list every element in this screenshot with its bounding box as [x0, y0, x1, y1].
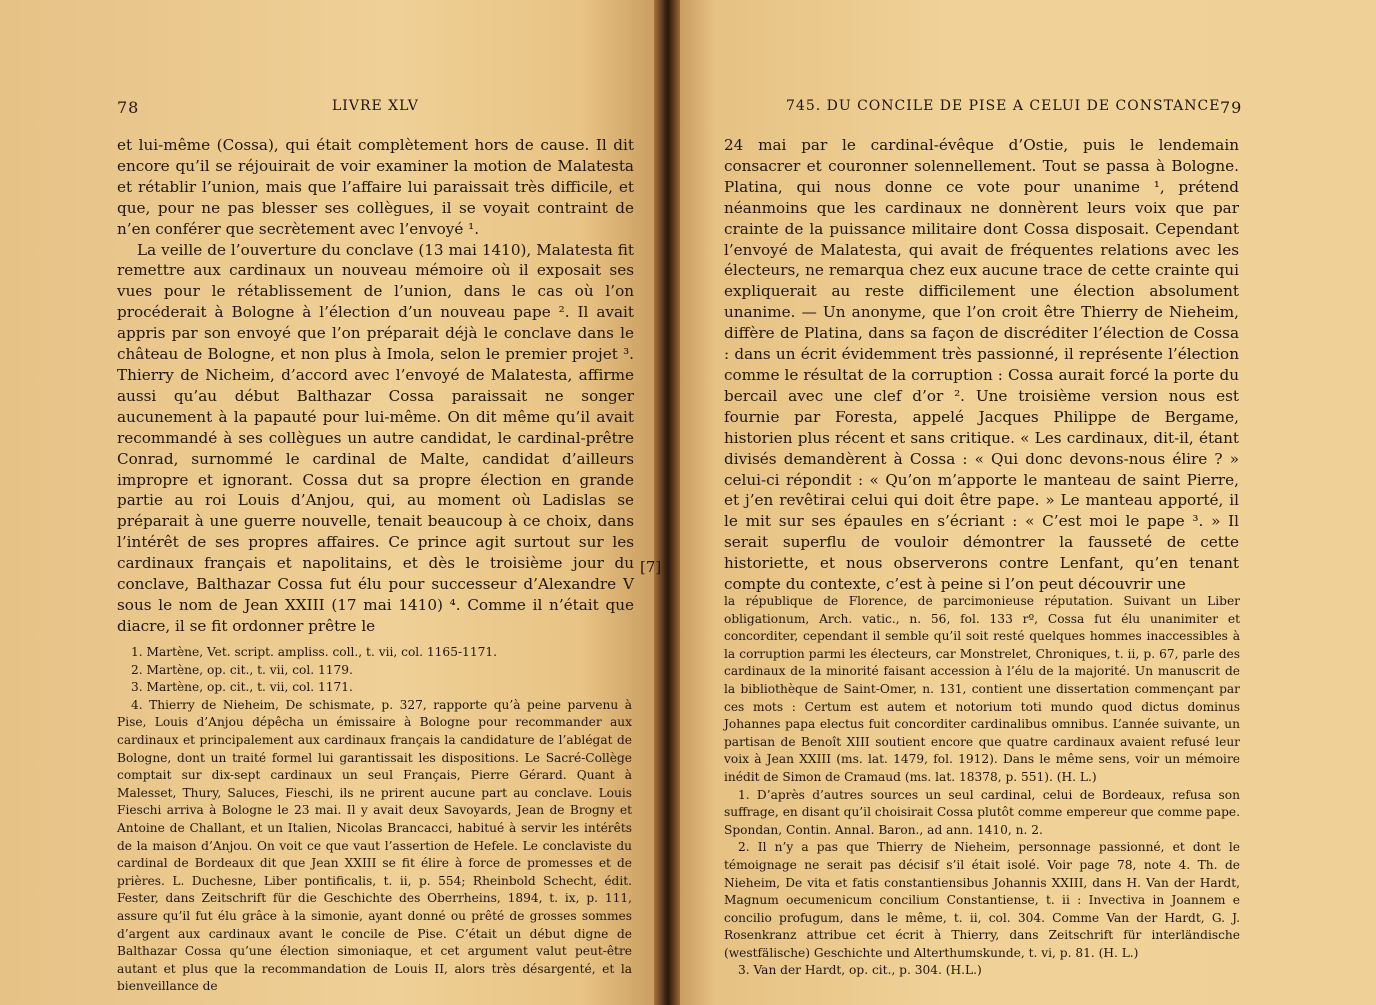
right-footnotes [724, 593, 1240, 980]
footnote: 1. D’après d’autres sources un seul cardinal, celui de Bordeaux, refusa son suffrage, en disant qu’il choisirait Cossa plutôt comme empereur que comme pape. Spondan, Contin. Annal. Baron., ad ann. 1410, n. 2. [724, 787, 1240, 837]
footnote: la république de Florence, de parcimonieuse réputation. Suivant un Liber obligationum, Arch. vatic., n. 56, fol. 133 rº, Cossa fut élu unanimiter et concorditer, cependant il semble qu’il soit resté quelques hommes inaccessibles à la corruption parmi les électeurs, car Monstrelet, Chroniques, t. ii, p. 67, parle des cardinaux de la minorité faisant accession à l’élu de la majorité. Un manuscrit de la bibliothèque de Saint-Omer, n. 131, contient une dissertation commençant par ces mots : Certum est autem et notorium toti mundo quod dictus dominus Johannes papa electus fuit concorditer cardinalibus omnibus. L’année suivante, un partisan de Benoît XIII soutient encore que quatre cardinaux avaient refusé leur voix à Jean XXIII (ms. lat. 1479, fol. 1912). Dans le même sens, voir un mémoire inédit de Simon de Cramaud (ms. lat. 18378, p. 551). (H. L.) [724, 594, 1240, 784]
footnote: 3. Martène, op. cit., t. vii, col. 1171. [131, 680, 353, 695]
right-body [724, 135, 1239, 595]
left-page [0, 0, 662, 1005]
book-gutter [654, 0, 680, 1005]
left-paragraph: La veille de l’ouverture du conclave (13 mai 1410), Malatesta fit remettre aux cardinaux un nouveau mémoire où il exposait ses vues pour le rétablissement de l’union, dans le cas où l’on procéderait à Bologne à l’élection d’un nouveau pape ². Il avait appris par son envoyé que l’on préparait déjà le conclave dans le château de Bologne, et non plus à Imola, selon le premier projet ³. Thierry de Nicheim, d’accord avec l’envoyé de Malatesta, affirme aussi qu’au début Balthazar Cossa paraissait ne songer aucunement à la papauté pour lui-même. On dit même qu’il avait recommandé à ses collègues un autre candidat, le cardinal-prêtre Conrad, surnommé le cardinal de Malte, candidat d’ailleurs impropre et ignorant. Cossa dut sa propre élection en grande partie au roi Louis d’Anjou, qui, au moment où Ladislas se préparait à une guerre nouvelle, tenait beaucoup à ce choix, dans l’intérêt de ses propres affaires. Ce prince agit surtout sur les cardinaux français et napolitains, et dès le troisième jour du conclave, Balthazar Cossa fut élu pour successeur d’Alexandre V sous le nom de Jean XXIII (17 mai 1410) ⁴. Comme il n’était que diacre, il se fit ordonner prêtre le [117, 240, 634, 635]
footnote: 3. Van der Hardt, op. cit., p. 304. (H.L.) [738, 963, 982, 978]
footnote: 2. Il n’y a pas que Thierry de Nieheim, personnage passionné, et dont le témoignage ne serait pas décisif s’il était isolé. Voir page 78, note 4. Th. de Nieheim, De vita et fatis constantiensibus Johannis XXIII, dans H. Van der Hardt, Magnum oecumenicum concilium Constantiense, t. ii : Invectiva in Joannem e concilio profugum, dans le même, t. ii, col. 304. Comme Van der Hardt, G. J. Rosenkranz attribue cet écrit à Thierry, dans Zeitschrift für interländische (westfälische) Geschichte und Alterthumskunde, t. vi, p. 81. (H. L.) [724, 840, 1240, 960]
left-page-number: 78 [117, 98, 140, 117]
footnote: 4. Thierry de Nieheim, De schismate, p. 327, rapporte qu’à peine parvenu à Pise, Louis d’Anjou dépêcha un émissaire à Bologne pour recommander aux cardinaux et principalement aux cardinaux français la candidature de l’ablégat de Bologne, dont un traité formel lui garantissait les dispositions. Le Sacré-Collège comptait sur dix-sept cardinaux un seul Français, Pierre Gérard. Quant à Malesset, Thury, Saluces, Fieschi, ils ne prirent aucune part au conclave. Louis Fieschi arriva à Bologne le 23 mai. Il y avait deux Savoyards, Jean de Brogny et Antoine de Challant, et un Italien, Nicolas Brancacci, habitué à servir les intérêts de la maison d’Anjou. On voit ce que vaut l’assertion de Hefele. Le conclaviste du cardinal de Bordeaux dit que Jean XXIII se fit élire à force de promesses et de prières. L. Duchesne, Liber pontificalis, t. ii, p. 554; Rheinbold Schecht, édit. Fester, dans Zeitschrift für die Geschichte des Oberrheins, 1894, t. ix, p. 111, assure qu’il fut élu grâce à la simonie, ayant donné ou prêté de grosses sommes d’argent aux cardinaux avant le concile de Pise. C’était un début digne de Balthazar Cossa qu’une élection simoniaque, et cet argument valut peut-être autant et plus que la recommandation de Louis II, alors très désargenté, et la bienveillance de [117, 697, 632, 994]
margin-mark: [7] [640, 558, 662, 576]
right-page [672, 0, 1376, 1005]
right-running-head: 745. DU CONCILE DE PISE A CELUI DE CONSTANCE [786, 98, 1221, 114]
left-footnotes [117, 644, 632, 996]
left-body [117, 135, 634, 637]
left-paragraph: et lui-même (Cossa), qui était complètement hors de cause. Il dit encore qu’il se réjouirait de voir examiner la motion de Malatesta et rétablir l’union, mais que l’affaire lui paraissait très difficile, et que, pour ne pas blesser ses collègues, il se voyait contraint de n’en conférer que secrètement avec l’envoyé ¹. [117, 136, 634, 238]
footnote: 1. Martène, Vet. script. ampliss. coll., t. vii, col. 1165-1171. [131, 645, 497, 659]
left-running-head: LIVRE XLV [332, 98, 419, 114]
right-page-number: 79 [1220, 98, 1243, 117]
footnote: 2. Martène, op. cit., t. vii, col. 1179. [131, 662, 353, 677]
right-paragraph: 24 mai par le cardinal-évêque d’Ostie, puis le lendemain consacrer et couronner solennellement. Tout se passa à Bologne. Platina, qui nous donne ce vote pour unanime ¹, prétend néanmoins que les cardinaux ne donnèrent leurs voix que par crainte de la puissance militaire dont Cossa disposait. Cependant l’envoyé de Malatesta, qui avait de fréquentes relations avec les électeurs, ne remarqua chez eux aucune trace de cette crainte qui expliquerait au reste difficilement une élection absolument unanime. — Un anonyme, que l’on croit être Thierry de Nieheim, diffère de Platina, dans sa façon de discréditer l’élection de Cossa : dans un écrit évidemment très passionné, il représente l’élection comme le résultat de la corruption : Cossa aurait forcé la porte du bercail avec une clef d’or ². Une troisième version nous est fournie par Foresta, appelé Jacques Philippe de Bergame, historien plus récent et sans critique. « Les cardinaux, dit-il, étant divisés demandèrent à Cossa : « Qui donc devons-nous élire ? » celui-ci répondit : « Qu’on m’apporte le manteau de saint Pierre, et j’en revêtirai celui qui doit être pape. » Le manteau apporté, il le mit sur ses épaules en s’écriant : « C’est moi le pape ³. » Il serait superflu de vouloir démontrer la fausseté de cette historiette, et nous observerons contre Lenfant, qu’en tenant compte du contexte, c’est à peine si l’on peut découvrir une [724, 136, 1239, 594]
